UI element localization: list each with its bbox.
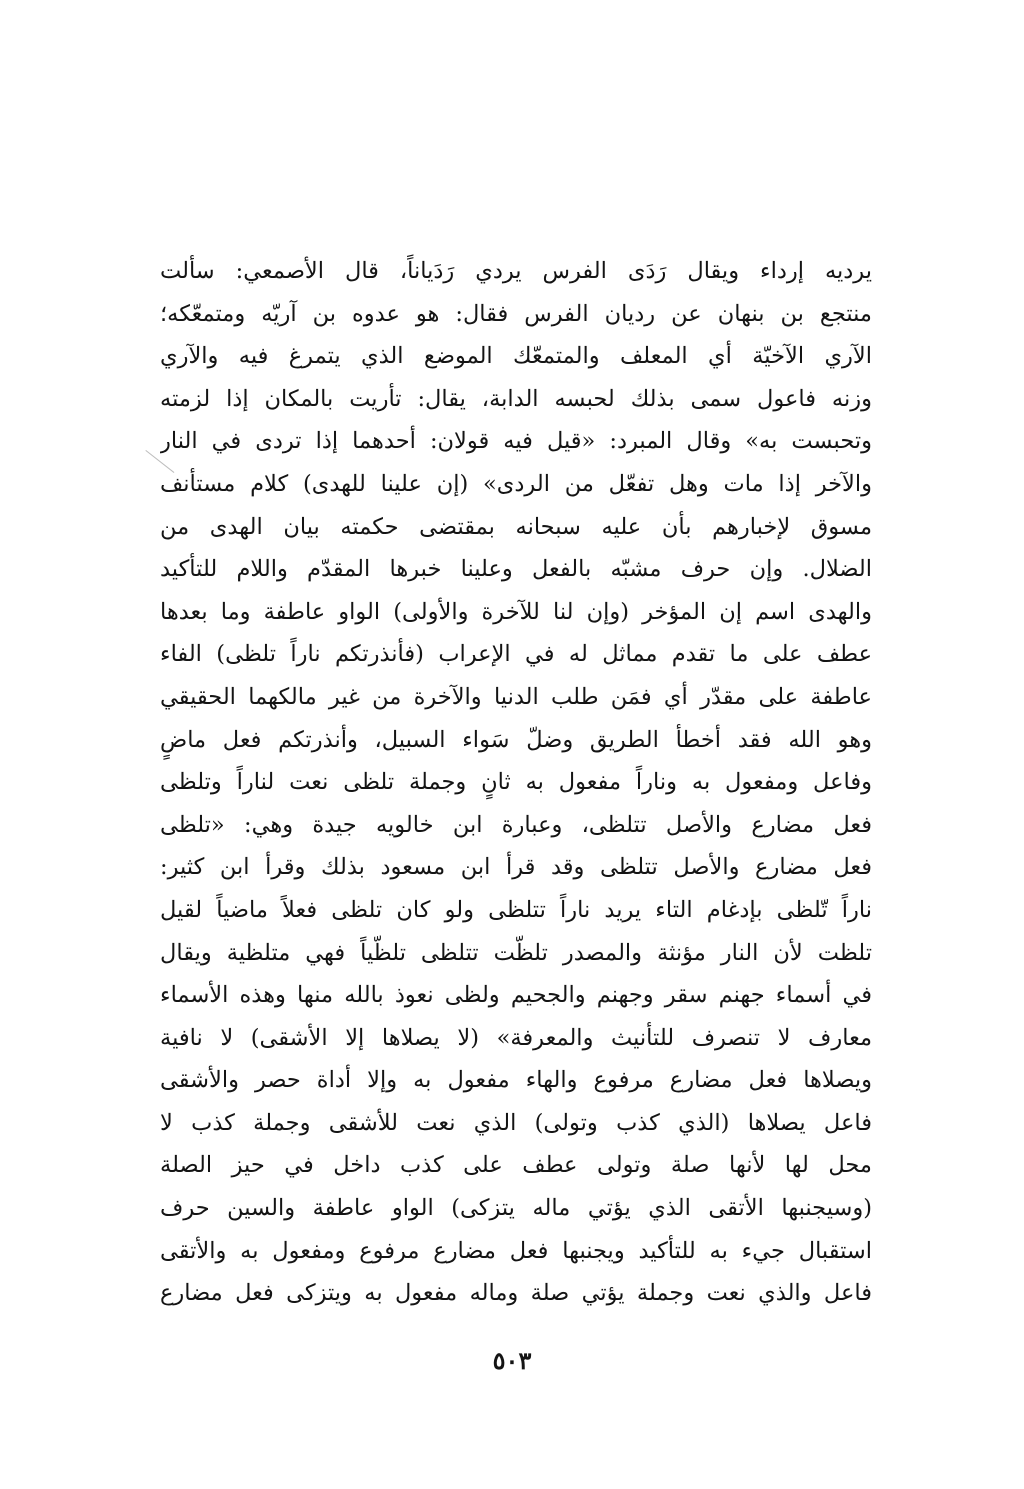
text-line: ناراً تّلظى بإدغام التاء يريد ناراً تتلظى ولو كان تلظى فعلاً ماضياً لقيل [160,896,872,923]
text-line: ويصلاها فعل مضارع مرفوع والهاء مفعول به وإلا أداة حصر والأشقى [160,1067,872,1094]
text-line: وهو الله فقد أخطأ الطريق وضلّ سَواء السبيل، وأنذرتكم فعل ماضٍ [160,726,872,753]
text-line: وفاعل ومفعول به وناراً مفعول به ثانٍ وجملة تلظى نعت لناراً وتلظى [160,769,872,796]
text-line: مسوق لإخبارهم بأن عليه سبحانه بمقتضى حكمته بيان الهدى من [160,513,872,540]
text-line: الآري الآخيّة أي المعلف والمتمعّك الموضع الذي يتمرغ فيه والآري [160,343,872,370]
text-line: تلظت لأن النار مؤنثة والمصدر تلظّت تتلظى تلظّياً فهي متلظية ويقال [160,939,872,966]
text-line: (وسيجنبها الأتقى الذي يؤتي ماله يتزكى) الواو عاطفة والسين حرف [160,1195,872,1222]
text-line: يرديه إرداء ويقال رَدَى الفرس يردي رَدَياناً، قال الأصمعي: سألت [160,258,872,284]
text-line: استقبال جيء به للتأكيد ويجنبها فعل مضارع مرفوع ومفعول به والأتقى [160,1237,872,1264]
text-line: عاطفة على مقدّر أي فمَن طلب الدنيا والآخرة من غير مالكهما الحقيقي [160,683,872,710]
text-line: فعل مضارع والأصل تتلظى وقد قرأ ابن مسعود بذلك وقرأ ابن كثير: [160,854,872,881]
text-line: والهدى اسم إن المؤخر (وإن لنا للآخرة والأولى) الواو عاطفة وما بعدها [160,598,872,625]
text-line: الضلال. وإن حرف مشبّه بالفعل وعلينا خبرها المقدّم واللام للتأكيد [160,556,872,583]
text-line: معارف لا تنصرف للتأنيث والمعرفة» (لا يصلاها إلا الأشقى) لا نافية [160,1024,872,1051]
text-line: عطف على ما تقدم مماثل له في الإعراب (فأنذرتكم ناراً تلظى) الفاء [160,641,872,668]
text-line: فاعل يصلاها (الذي كذب وتولى) الذي نعت للأشقى وجملة كذب لا [160,1109,872,1136]
body-text [160,250,872,1315]
text-line: في أسماء جهنم سقر وجهنم والجحيم ولظى نعوذ بالله منها وهذه الأسماء [160,982,872,1009]
text-line: منتجع بن بنهان عن رديان الفرس فقال: هو عدوه بن آريّه ومتمعّكه؛ [160,300,872,327]
text-line: وتحبست به» وقال المبرد: «قيل فيه قولان: أحدهما إذا تردى في النار [160,428,872,455]
text-line: محل لها لأنها صلة وتولى عطف على كذب داخل في حيز الصلة [160,1152,872,1179]
text-line: فعل مضارع والأصل تتلظى، وعبارة ابن خالويه جيدة وهي: «تلظى [160,811,872,838]
text-line: وزنه فاعول سمى بذلك لحبسه الدابة، يقال: تأريت بالمكان إذا لزمته [160,385,872,412]
text-line: والآخر إذا مات وهل تفعّل من الردى» (إن علينا للهدى) كلام مستأنف [160,470,872,497]
text-line: فاعل والذي نعت وجملة يؤتي صلة وماله مفعول به ويتزكى فعل مضارع [160,1280,872,1307]
page-number: ٥٠٣ [492,1346,532,1375]
